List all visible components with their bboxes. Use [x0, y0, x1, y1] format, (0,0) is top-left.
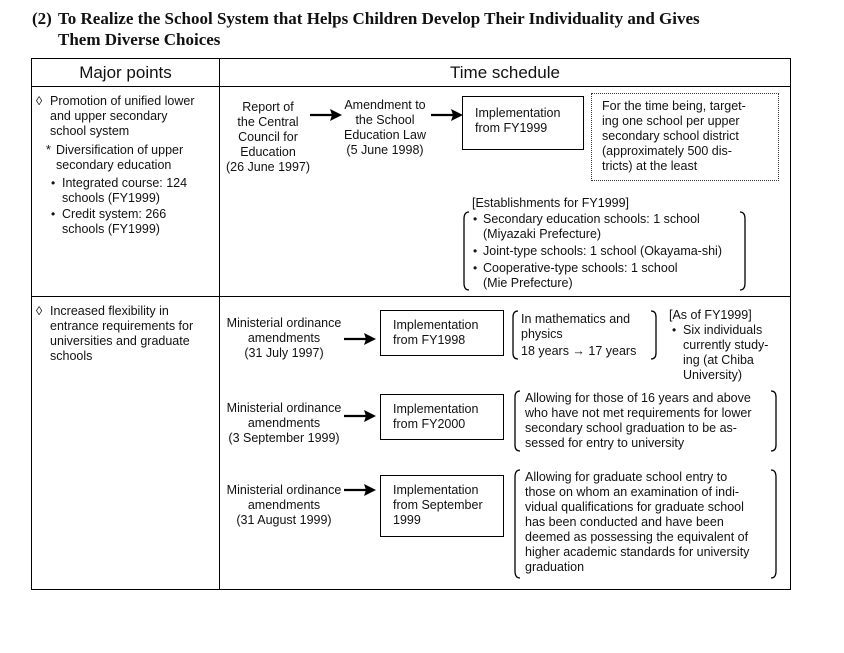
target-note-box — [591, 93, 779, 181]
schedule-table — [31, 58, 791, 590]
list-bullet: • — [672, 323, 677, 337]
note-line: Allowing for those of 16 years and above — [525, 391, 751, 405]
report-line: Education — [240, 145, 296, 159]
amendment-line: Amendment to — [344, 98, 426, 112]
header-time-schedule: Time schedule — [450, 63, 560, 82]
right-bracket-icon — [770, 390, 778, 452]
note-line: sessed for entry to university — [525, 436, 685, 450]
amendment-line: (5 June 1998) — [346, 143, 424, 157]
diamond-bullet: ◊ — [36, 94, 43, 108]
establishment-line: Secondary education schools: 1 school — [483, 212, 700, 226]
implementation-line: from FY2000 — [393, 417, 466, 431]
arrow-right-icon — [344, 483, 376, 497]
amendment-line: Education Law — [343, 128, 426, 142]
arrow-right-icon — [431, 108, 463, 122]
major-heading-line: and upper secondary — [50, 109, 168, 123]
as-of-line: currently study- — [683, 338, 769, 352]
list-bullet: • — [51, 207, 56, 221]
implementation-line: from September — [393, 498, 483, 512]
asterisk: * — [46, 143, 51, 157]
title-line-1: To Realize the School System that Helps Children Develop Their Individuality and Gives — [58, 9, 700, 28]
implementation-line: from FY1999 — [475, 121, 548, 135]
target-line: For the time being, target- — [602, 99, 746, 113]
implementation-box — [462, 96, 584, 150]
implementation-box — [380, 310, 504, 356]
implementation-line: Implementation — [393, 402, 479, 416]
target-line: secondary school district — [602, 129, 739, 143]
major-heading-line: Increased flexibility in — [50, 304, 169, 318]
page-title — [32, 8, 822, 50]
section-divider — [32, 296, 790, 297]
list-item-line: Integrated course: 124 — [62, 176, 188, 190]
ordinance-line: amendments — [247, 416, 321, 430]
note-line: 18 years → 17 years — [521, 344, 637, 358]
implementation-line: 1999 — [393, 513, 421, 527]
report-line: the Central — [237, 115, 299, 129]
note-line: physics — [521, 327, 563, 341]
target-line: ing one school per upper — [602, 114, 740, 128]
establishment-line: (Miyazaki Prefecture) — [483, 227, 602, 241]
target-line: (approximately 500 dis- — [602, 144, 732, 158]
sub-heading-line: Diversification of upper — [56, 143, 184, 157]
note-line: who have not met requirements for lower — [525, 406, 752, 420]
note-line: Allowing for graduate school entry to — [525, 470, 728, 484]
implementation-line: Implementation — [475, 106, 561, 120]
left-bracket-icon — [513, 469, 521, 579]
report-line: Report of — [242, 100, 294, 114]
note-line: In mathematics and — [521, 312, 631, 326]
report-line: Council for — [238, 130, 298, 144]
establishment-line: (Mie Prefecture) — [483, 276, 573, 290]
ordinance-line: Ministerial ordinance — [226, 316, 342, 330]
note-line: graduation — [525, 560, 585, 574]
major-heading-line: Promotion of unified lower — [50, 94, 195, 108]
arrow-right-icon — [344, 409, 376, 423]
note-line: those on whom an examination of indi- — [525, 485, 740, 499]
list-item-line: schools (FY1999) — [62, 191, 160, 205]
note-line: secondary school graduation to be as- — [525, 421, 737, 435]
major-heading-line: universities and graduate — [50, 334, 190, 348]
target-line: tricts) at the least — [602, 159, 698, 173]
arrow-right-icon — [310, 108, 342, 122]
ordinance-line: amendments — [247, 498, 321, 512]
list-bullet: • — [473, 244, 478, 258]
note-line: deemed as possessing the equivalent of — [525, 530, 749, 544]
ordinance-line: (31 July 1997) — [244, 346, 324, 360]
note-line: higher academic standards for university — [525, 545, 750, 559]
section-number: (2) — [32, 9, 52, 28]
as-of-line: Six individuals — [683, 323, 763, 337]
implementation-line: Implementation — [393, 318, 479, 332]
left-bracket-icon — [511, 310, 519, 360]
ordinance-line: (31 August 1999) — [236, 513, 332, 527]
arrow-right-icon — [344, 332, 376, 346]
ordinance-line: (3 September 1999) — [228, 431, 340, 445]
major-heading-line: school system — [50, 124, 130, 138]
establishments-heading: [Establishments for FY1999] — [472, 196, 630, 210]
diamond-bullet: ◊ — [36, 304, 43, 318]
title-line-2: Them Diverse Choices — [58, 30, 221, 49]
implementation-box — [380, 394, 504, 440]
implementation-box — [380, 475, 504, 537]
establishment-line: Joint-type schools: 1 school (Okayama-shi) — [483, 244, 722, 258]
amendment-line: the School — [355, 113, 415, 127]
note-line: has been conducted and have been — [525, 515, 724, 529]
note-line: vidual qualifications for graduate school — [525, 500, 744, 514]
major-heading-line: entrance requirements for — [50, 319, 194, 333]
header-major-points: Major points — [79, 63, 172, 82]
report-line: (26 June 1997) — [225, 160, 311, 174]
list-item-line: schools (FY1999) — [62, 222, 160, 236]
sub-heading-line: secondary education — [56, 158, 172, 172]
header-divider — [32, 86, 790, 87]
right-bracket-icon — [650, 310, 658, 360]
ordinance-line: Ministerial ordinance — [226, 401, 342, 415]
as-of-line: ing (at Chiba — [683, 353, 754, 367]
establishment-line: Cooperative-type schools: 1 school — [483, 261, 678, 275]
major-heading-line: schools — [50, 349, 93, 363]
left-bracket-icon — [513, 390, 521, 452]
ordinance-line: amendments — [247, 331, 321, 345]
as-of-heading: [As of FY1999] — [669, 308, 752, 322]
list-bullet: • — [473, 261, 478, 275]
right-bracket-icon — [770, 469, 778, 579]
as-of-line: University) — [683, 368, 743, 382]
list-bullet: • — [473, 212, 478, 226]
right-bracket-icon — [739, 211, 747, 291]
list-item-line: Credit system: 266 — [62, 207, 167, 221]
implementation-line: from FY1998 — [393, 333, 466, 347]
list-bullet: • — [51, 176, 56, 190]
implementation-line: Implementation — [393, 483, 479, 497]
left-bracket-icon — [462, 211, 470, 291]
ordinance-line: Ministerial ordinance — [226, 483, 342, 497]
